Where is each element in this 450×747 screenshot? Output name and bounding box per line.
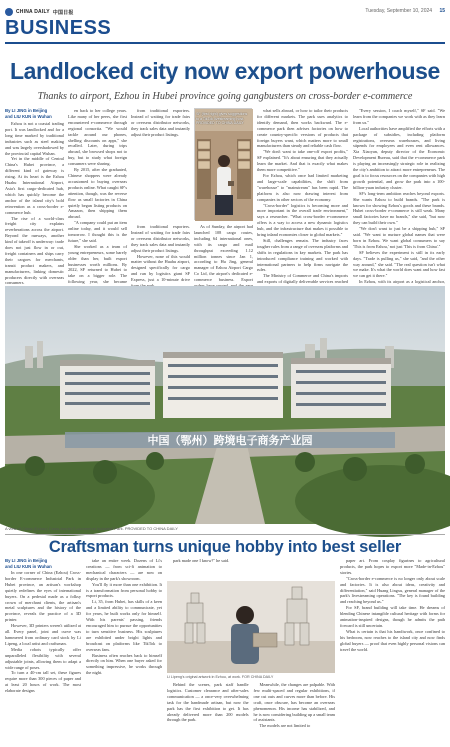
story1-photo-caption: SF (first right) gives suggestions to a TikTok livestreaming host. PROVIDED TO CHINA DAILY bbox=[196, 112, 248, 126]
aerial-park-illustration bbox=[5, 286, 445, 524]
paragraph: take an entire week. Dozens of Li's creations — from sci-fi animation to mechanical characters — are now on display in the park's showroom. bbox=[86, 558, 162, 581]
warehouse-photo bbox=[195, 109, 253, 221]
paragraph: You'll fly it more than one exhibition. It is a transformation from personal hobby to export products. bbox=[86, 581, 162, 599]
top-bar bbox=[5, 5, 445, 17]
story1-col3-upper bbox=[131, 108, 190, 220]
masthead-title-cn: 中国日报 bbox=[52, 9, 74, 16]
paragraph: By 2015, after she graduated, Chinese shoppers were already accustomed to buying overseas products online. What caught SF's attention, though, was the reverse flow as small factories in China quietly began listing products on Amazon, then shipping them abroad. bbox=[68, 167, 127, 220]
industrial-park-photo bbox=[5, 286, 445, 524]
story1-col4 bbox=[194, 224, 253, 283]
story1-byline bbox=[5, 108, 65, 120]
paragraph: SF's long-term ambition reaches beyond exports. She wants Ezhou to build brands. "The park is known for showing Ezhou's goods and these brands. Hubei cross-border e-commerce is still weak. Many small factories have no brands," she said, "but now they can build their own." bbox=[353, 190, 445, 226]
paragraph: SF believes the experiment is still in its early days. "Trade is pulling us," she said, "and the other way around," she said. "The real question isn't what we make. It's what the world does want and how fast we can get it there." bbox=[353, 249, 445, 279]
story1-col6 bbox=[353, 108, 445, 283]
paper-robot-photo bbox=[167, 581, 335, 673]
paragraph: For SF, brand building will take time. He dreams of blending Chinese intangible cultural heritage with forms for animation-inspired designs, though he admits the path forward is still uncertain. bbox=[340, 605, 445, 628]
paragraph: For Ezhou, which once had limited marketing and large-scale capabilities, the shift from "warehouse" to "mainstream" has been rapid. The platform is also now drawing interest from companies in other sectors of the economy. bbox=[257, 172, 348, 202]
story2-col4 bbox=[340, 558, 445, 742]
paragraph: The models are not limited to bbox=[259, 723, 311, 729]
park-sign: 中国（鄂州）跨境电子商务产业园 bbox=[147, 434, 313, 447]
paragraph: Business often reaches back to himself directly on him. When one buyer asked for something impressive, he works through the night. bbox=[86, 652, 162, 676]
paragraph: Li, 35, from Hubei, has skills of a keen and a limited ability to communicate, yet for years, he built works only for himself. With his parents' passing, friends encouraged him to pursue the opportunities to turn sensitive business. His sculptures are exhibited under bright lights and broadcast on platforms like TikTok to overseas fans. bbox=[86, 599, 162, 652]
story1-col2 bbox=[68, 108, 127, 283]
issue-date: Tuesday, September 10, 2024 bbox=[365, 8, 433, 14]
byline-line: and LIU KUN in Wuhan bbox=[5, 563, 52, 569]
story2-byline bbox=[5, 558, 65, 570]
section-rule bbox=[5, 42, 445, 44]
paragraph: What is certain is that his handiwork, once confined to his bedroom, now reaches to the island city and now finds global buyers — proof that even highly personal visions can travel the world. bbox=[340, 628, 445, 652]
paragraph: "We don't want to take one-off export profits," SF explained. "It's about ensuring that they actually learn the market. And that is exactly what makes them more competitive." bbox=[257, 149, 348, 173]
paragraph: from traditional exporters. Instead of waiting for trade fairs or overseas distributor networks, they track sales data and instantly adjust their product listings. bbox=[131, 224, 190, 253]
story1-col1 bbox=[5, 121, 64, 286]
masthead bbox=[5, 8, 74, 16]
big-photo-caption: A view of China (Ezhou) Cross-border E-commerce Industrial Park. PROVIDED TO CHINA DAILY bbox=[5, 526, 178, 531]
paragraph: "Cross-border" logistics is becoming more and more important in the overall trade environment," says a researcher. "What cross-border e-commerce offers is a way to access a new dynamic logistics hub, and the infrastructure that makes it possible to bring inland economies closer to global markets." bbox=[257, 202, 348, 238]
story1-headline: Landlocked city now export powerhouse bbox=[10, 58, 440, 84]
story1-col3 bbox=[131, 224, 190, 283]
story2-photo bbox=[167, 581, 335, 673]
paragraph: "We don't want to just be a shipping hub," SF said. "We want to nurture global names that were born in Ezhou. We want global consumers to say 'This is from Ezhou,' not just 'This is from China'." bbox=[353, 226, 445, 249]
story2-headline: Craftsman turns unique hobby into best seller bbox=[48, 538, 402, 556]
paragraph: To turn a 40-cm tall set, these figures require more than 300 pieces of paper and at least 20 hours of work. The most elaborate designs bbox=[5, 670, 81, 694]
paragraph: The Ministry of Commerce and China's imports and exports of digitally deliverable services reached bbox=[257, 273, 348, 285]
story2-photo-caption: Li Lipeng's original artwork in Ezhou, at work. FOR CHINA DAILY bbox=[167, 675, 274, 679]
paragraph: "Every session, I coach myself," SF said. "We learn from the companies we work with as they learn from us." bbox=[353, 108, 445, 125]
byline-line: and LIU KUN in Wuhan bbox=[5, 113, 52, 119]
paragraph: from traditional exporters. Instead of waiting for trade fairs or overseas distributor networks, they track sales data and instantly adjust their product listings. bbox=[131, 108, 190, 137]
byline-line: By LI JING in Beijing bbox=[5, 558, 48, 563]
paragraph: paper art. From cosplay figurines to agricultural products, the park hopes to export more "Made-in-Ezhou" stories. bbox=[340, 558, 445, 575]
page-number: 15 bbox=[439, 8, 445, 14]
paragraph: Meanwhile, the changes are palpable. With few multi-spaced and regular exhibitions, if one cut outs and curves more than before. His craft, once obscure, has become an overseas phenomenon. His income has stabilized, and he is now considering building up a small team of assistants. bbox=[253, 682, 335, 723]
paragraph: In Ezhou, with its airport as a logistical anchor, bbox=[359, 279, 445, 285]
paragraph: Behind the scenes, park staff handle logistics. Customer clearance and after-sales communication — a once-very overwhelming task for the handmade artisan, but now the park has the first exhibition to get. It has already delivered more than 200 models through the park. bbox=[167, 682, 249, 723]
paragraph: what sells abroad, or how to tailor their products for different markets. The park uses analytics to identify demand, then works backward. The e-commerce park then advises factories on how to create country-specific versions of products that foreign buyers want, which matters more to small manufacturers than steady and reliable cash flow. bbox=[257, 108, 348, 149]
paragraph: Media robots typically offer unparalleled flexibility with several adjustable joints, allowing them to adapt a wide range of poses. bbox=[5, 646, 81, 670]
paragraph: However, none of this would matter without the Huahu airport, designed specifically for cargo and run by logistics giant SF Express, just a 10-minute drive bbox=[131, 253, 190, 283]
story2-col3 bbox=[167, 682, 335, 742]
story1-deck: Thanks to airport, Ezhou in Hubei province going gangbusters on cross-border e-commerce bbox=[37, 91, 413, 102]
paragraph: The rise of a world-class freight city explains reverberations across the airport. Beyond the runways, another kind of takeoff is underway: trade does not just flow in or out, freight containers and ships carry their cargoes for merchants, transit product makers, and manufacturers, linking domestic producers directly with overseas consumers. bbox=[5, 215, 64, 286]
paragraph: en back to her college years. Like many of her peers, she first encountered e-commerce through regional consortia. "We would tackle around our phones, shelling discounts on apps," she recalled. Later, during trips abroad, she browsed shops not to buy, but to study what foreign consumers were sharing. bbox=[68, 108, 127, 167]
divider bbox=[5, 534, 445, 535]
paragraph: "Cross-border e-commerce is no longer only about scale and factories. It is also about ideas, creativity and differentiation," said Huang Lingxu, general manager of the park's livestreaming operations. "The key is found building and reaching beyond us." bbox=[340, 575, 445, 605]
china-daily-logo-icon bbox=[5, 8, 13, 16]
byline-line: By LI JING in Beijing bbox=[5, 108, 48, 113]
paragraph: "A company could put an item online today, and it would sell tomorrow. I thought this is the future," she said. bbox=[68, 220, 127, 243]
paragraph: She worked as a team of young entrepreneurs, some barely older than her, built export businesses worth millions. By 2022, SF returned to Hubei to take on a bigger role. The following year, she became bbox=[68, 243, 127, 285]
paragraph: Still, challenges remain. The industry faces tougher rules from a range of overseas platforms and shifts in regulations in key markets. The park has introduced compliance training and worked with international partners to help firms navigate the rules. bbox=[257, 237, 348, 273]
date-page bbox=[365, 8, 445, 14]
paragraph: However, 3D printers weren't utilized at all. Every panel, joint and curve was hammered from ordinary card stock by Li Lipeng, a local artist and craftsman. bbox=[5, 623, 81, 646]
story2-col2 bbox=[86, 558, 162, 742]
story2-col3-top bbox=[167, 558, 335, 580]
masthead-title: CHINA DAILY bbox=[16, 9, 50, 15]
paragraph: Local authorities have amplified the efforts with a package of subsidies, including platform registrations, overseas warehouses, and living stipends for employees and even rent allowances. Xia Xiaoyan, deputy director of the Economic Development Bureau, said that the e-commerce park is playing an increasingly strategic role in realizing the city's ambition to attract more entrepreneurs. The goal is to focus resources on the companies with high growth potential, and grow the park into a 100-billion-yuan industry cluster. bbox=[353, 125, 446, 190]
story1-col5 bbox=[257, 108, 348, 283]
section-title: BUSINESS bbox=[5, 17, 112, 39]
paragraph: Yet in the middle of Central China's Hubei province, a different kind of gateway is rising. At its heart is the Ezhou Huahu International Airport, Asia's first cargo-dedicated hub, which has quickly become the anchor of the island city's bold reinvention as a cross-border e-commerce hub. bbox=[5, 156, 64, 215]
paragraph: Ezhou is not a coastal trading port. It was landlocked and for a long time marked by traditional industries such as steel making and was largely overshadowed by the provincial capital Wuhan. bbox=[5, 121, 64, 156]
paragraph: park made one I know?" he said. bbox=[173, 558, 230, 563]
paragraph: As of Sunday, the airport had launched 108 cargo routes, including 64 international ones, with its cargo and mail throughput exceeding 1.12 million tonnes since Jan 1, according to Hu Jing, general manager of Ezhou Airport Cargo Co Ltd, the airport's dedicated e-commerce business. Export bbox=[194, 224, 253, 283]
paragraph: In one corner of China (Ezhou) Cross-border E-commerce Industrial Park in Hubei province, an artisan's workshop quietly redefines the eyes of international buyers. On a pedestal made as a folksy crown of merchant clients, the artisan's metal sculptures and the history of the province, reveals the practice of a 3D printer. bbox=[5, 570, 81, 623]
story2-col1 bbox=[5, 570, 81, 742]
